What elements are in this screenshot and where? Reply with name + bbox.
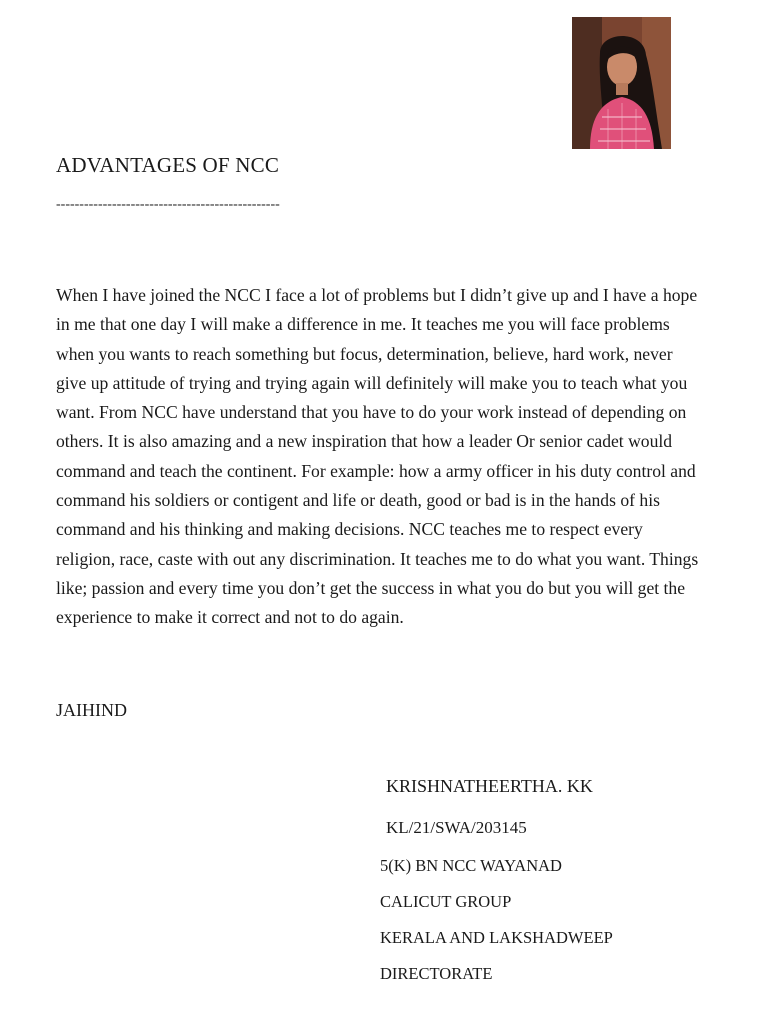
signature-directorate-line2: DIRECTORATE (380, 964, 493, 983)
portrait-photo (572, 17, 671, 149)
signature-directorate-line1: KERALA AND LAKSHADWEEP (380, 928, 613, 947)
document-title: ADVANTAGES OF NCC (56, 153, 280, 177)
closing-salutation: JAIHIND (56, 700, 127, 720)
portrait-photo-icon (572, 17, 671, 149)
signature-group: CALICUT GROUP (380, 892, 512, 911)
signature-registration-number: KL/21/SWA/203145 (386, 818, 527, 837)
essay-body: When I have joined the NCC I face a lot of problems but I didn’t give up and I have a hope in me that one day I will make a difference in me. It teaches me you will face problems when you wants to reach something but focus, determination, believe, hard work, never give up attitude of trying and trying again will definitely will make you to teach what you want. From NCC have understand that you have to do your work instead of depending on others. It is also amazing and a new inspiration that how a leader Or senior cadet would command and teach the continent. For example: how a army officer in his duty control and command his soldiers or contigent and life or death, good or bad is in the hands of his command and his thinking and making decisions. NCC teaches me to respect every religion, race, caste with out any discrimination. It teaches me to do what you want. Things like; passion and every time you don’t get the success in what you do but you will get the experience to make it correct and not to do again. (56, 285, 699, 628)
signature-unit: 5(K) BN NCC WAYANAD (380, 856, 562, 875)
signature-name: KRISHNATHEERTHA. KK (386, 776, 593, 796)
title-underline-rule: ------------------------------------------------ (56, 197, 280, 212)
